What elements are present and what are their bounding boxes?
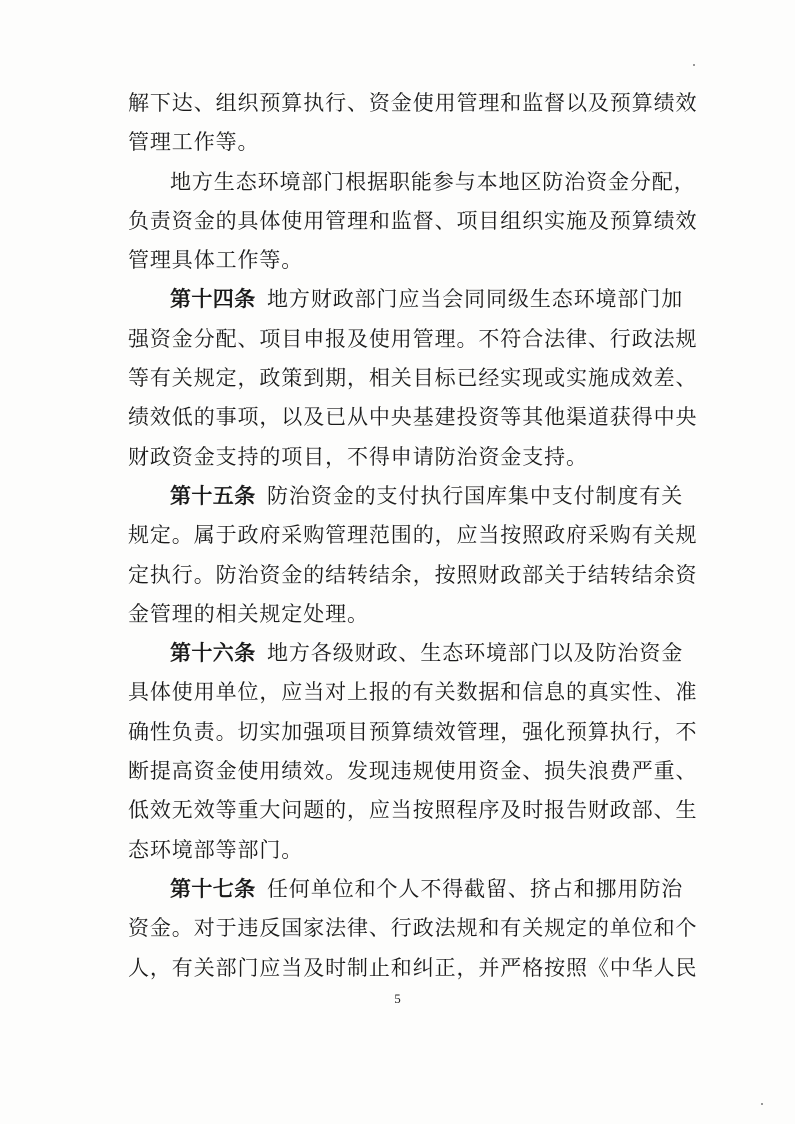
text-line-18: 断提高资金使用绩效。发现违规使用资金、损失浪费严重、 bbox=[128, 759, 698, 784]
text-line-14: 金管理的相关规定处理。 bbox=[128, 601, 369, 626]
page-number: 5 bbox=[394, 991, 401, 1006]
article-16-heading-line: 第十六条 地方各级财政、生态环境部门以及防治资金 bbox=[170, 641, 684, 666]
text-line-9: 绩效低的事项，以及已从中央基建投资等其他渠道获得中央 bbox=[128, 405, 698, 430]
text-line-1: 解下达、组织预算执行、资金使用管理和监督以及预算绩效 bbox=[128, 91, 698, 115]
article-14-heading-line: 第十四条 地方财政部门应当会同同级生态环境部门加 bbox=[170, 287, 684, 312]
article-17-label: 第十七条 bbox=[170, 876, 256, 901]
article-17-heading-line: 第十七条 任何单位和个人不得截留、挤占和挪用防治 bbox=[170, 876, 684, 901]
text-line-17: 确性负责。切实加强项目预算绩效管理，强化预算执行，不 bbox=[128, 719, 698, 744]
text-line-13: 定执行。防治资金的结转结余，按照财政部关于结转结余资 bbox=[128, 562, 698, 587]
body-text bbox=[128, 84, 698, 988]
scan-speck bbox=[761, 1103, 763, 1105]
text-line-20: 态环境部等部门。 bbox=[128, 837, 304, 862]
article-15-label: 第十五条 bbox=[170, 483, 256, 508]
text-line-7: 强资金分配、项目申报及使用管理。不符合法律、行政法规 bbox=[128, 326, 698, 351]
text-line-2: 管理工作等。 bbox=[128, 130, 260, 155]
article-14-label: 第十四条 bbox=[170, 287, 256, 312]
text-line-19: 低效无效等重大问题的，应当按照程序及时报告财政部、生 bbox=[128, 798, 698, 823]
text-line-23: 人，有关部门应当及时制止和纠正，并严格按照《中华人民 bbox=[128, 955, 698, 980]
text-line-4: 负责资金的具体使用管理和监督、项目组织实施及预算绩效 bbox=[128, 208, 698, 233]
text-line-16: 具体使用单位，应当对上报的有关数据和信息的真实性、准 bbox=[128, 680, 698, 705]
text-line-10: 财政资金支持的项目，不得申请防治资金支持。 bbox=[128, 444, 588, 469]
article-15-heading-line: 第十五条 防治资金的支付执行国库集中支付制度有关 bbox=[170, 483, 684, 508]
text-line-5: 管理具体工作等。 bbox=[128, 248, 304, 273]
article-16-label: 第十六条 bbox=[170, 641, 256, 666]
text-line-12: 规定。属于政府采购管理范围的，应当按照政府采购有关规 bbox=[128, 523, 698, 548]
scan-speck bbox=[693, 64, 695, 66]
text-line-8: 等有关规定，政策到期，相关目标已经实现或实施成效差、 bbox=[128, 366, 698, 391]
text-line-3: 地方生态环境部门根据职能参与本地区防治资金分配， bbox=[170, 169, 696, 194]
text-line-22: 资金。对于违反国家法律、行政法规和有关规定的单位和个 bbox=[128, 916, 698, 941]
